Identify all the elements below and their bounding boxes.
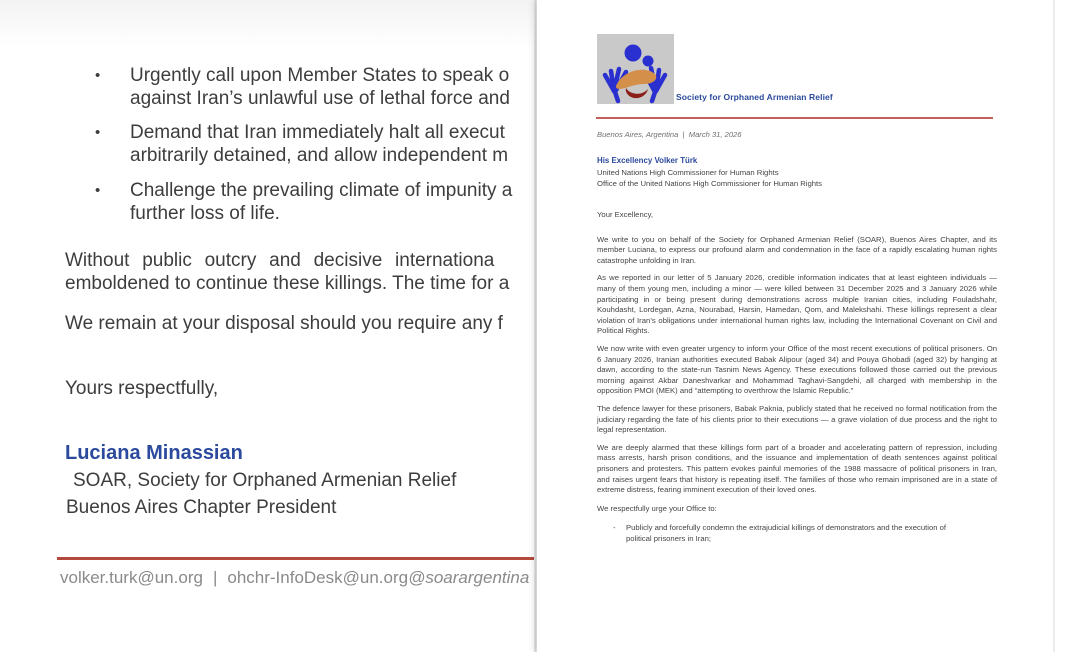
salutation: Your Excellency,: [597, 210, 653, 220]
header-divider: [596, 117, 993, 119]
paragraph-line: Without public outcry and decisive internationa: [65, 250, 495, 271]
recipient-title: United Nations High Commissioner for Human Rights: [597, 167, 779, 177]
signature-name: Luciana Minassian: [65, 442, 243, 464]
signature-org: SOAR, Society for Orphaned Armenian Relief: [73, 470, 457, 491]
recipient-name: His Excellency Volker Türk: [597, 156, 698, 165]
bullet-item: [95, 121, 508, 167]
bullet-text-line: Urgently call upon Member States to speak o: [130, 65, 510, 86]
urge-intro: We respectfully urge your Office to:: [597, 503, 717, 513]
figure-head-small: [643, 56, 654, 67]
bullet-text-line: Challenge the prevailing climate of impunity a: [130, 180, 513, 201]
footer-social-handle: @soarargentina: [408, 568, 530, 587]
paragraph-line: emboldened to continue these killings. The time for a: [65, 273, 510, 294]
dateline: Buenos Aires, Argentina | March 31, 2026: [597, 130, 742, 139]
footer-divider: [57, 557, 534, 560]
soar-logo-icon: [597, 34, 674, 104]
body-paragraph: [65, 312, 503, 335]
bullet-item: [597, 523, 997, 544]
figure-head-large: [625, 45, 642, 62]
body-paragraph: The defence lawyer for these prisoners, Babak Paknia, publicly stated that he received no formal notification from the judiciary regarding the fate of his clients prior to their executions — a grave violation of due process and the right to legal representation.: [597, 404, 997, 435]
bullet-marker: •: [95, 124, 101, 141]
body-paragraph: We are deeply alarmed that these killings form part of a broader and accelerating pattern of repression, including mass arrests, harsh prison conditions, and the issuance and implementation of death sentences against political prisoners and protesters. This pattern evokes painful memories of the 1988 massacre of political prisoners in Iran, and raises urgent fears that history is repeating itself. The families of those who remain imprisoned are in a state of extreme distress, fearing imminent execution of their loved ones.: [597, 442, 997, 495]
bullet-text: Publicly and forcefully condemn the extrajudicial killings of demonstrators and the execution of political prisoners in Iran;: [626, 523, 947, 543]
footer-contacts: [60, 567, 529, 589]
body-paragraph: [65, 249, 509, 295]
letter-body: [597, 155, 997, 545]
page-edge-shadow: [1053, 0, 1055, 652]
body-paragraph: We now write with even greater urgency to inform your Office of the most recent executions of political prisoners. On 6 January 2026, Iranian authorities executed Babak Alipour (aged 34) and Pouya Ghobadi (aged 32) by hanging at dawn, according to the state-run Tasnim News Agency. These executions followed those carried out the previous morning against Akbar Daneshvarkar and Mohammad Taghavi-Sangdehi, all charged with membership in the opposition PMOI (MEK) and “attempting to overthrow the Islamic Republic.”: [597, 344, 997, 396]
signature-role: Buenos Aires Chapter President: [66, 497, 337, 518]
closing-line: Yours respectfully,: [65, 378, 219, 399]
bullet-text-line: Demand that Iran immediately halt all execut: [130, 122, 505, 143]
bullet-item: [95, 64, 510, 110]
recipient-office: Office of the United Nations High Commissioner for Human Rights: [597, 178, 823, 188]
body-paragraph: As we reported in our letter of 5 January 2026, credible information indicates that at least eighteen individuals — many of them young men, including a minor — were killed between 31 December 2025 and 3 January 2026 while participating in or being present during demonstrations across multiple Iranian cities, including Fouladshahr, Kouhdasht, Lordegan, Azna, Nourabad, Harsin, Hamedan, Qom, and Malekshahi. These killings represent a clear violation of Iran’s obligations under international human rights law, including the International Covenant on Civil and Political Rights.: [597, 273, 997, 336]
bullet-text-line: arbitrarily detained, and allow independent m: [130, 145, 509, 166]
footer-separator: |: [212, 568, 218, 587]
bullet-text-line: against Iran’s unlawful use of lethal force and: [130, 88, 510, 109]
bullet-text-line: further loss of life.: [130, 203, 280, 224]
bullet-marker: •: [95, 67, 101, 84]
footer-email-secondary: ohchr-InfoDesk@un.org: [227, 568, 409, 587]
paragraph-line: We remain at your disposal should you require any f: [65, 313, 503, 334]
bullet-item: [95, 179, 512, 225]
logo-background: [597, 34, 674, 104]
bullet-marker: -: [613, 523, 616, 533]
body-paragraph: We write to you on behalf of the Society for Orphaned Armenian Relief (SOAR), Buenos Aires Chapter, and its member Luciana, to express our profound alarm and condemnation in the face of a rapidly escalating human rights catastrophe unfolding in Iran.: [597, 234, 997, 265]
letter-page-1: [537, 0, 1068, 652]
org-name: Society for Orphaned Armenian Relief: [676, 92, 833, 102]
footer-email-primary: volker.turk@un.org: [60, 568, 203, 587]
bullet-marker: •: [95, 182, 101, 199]
